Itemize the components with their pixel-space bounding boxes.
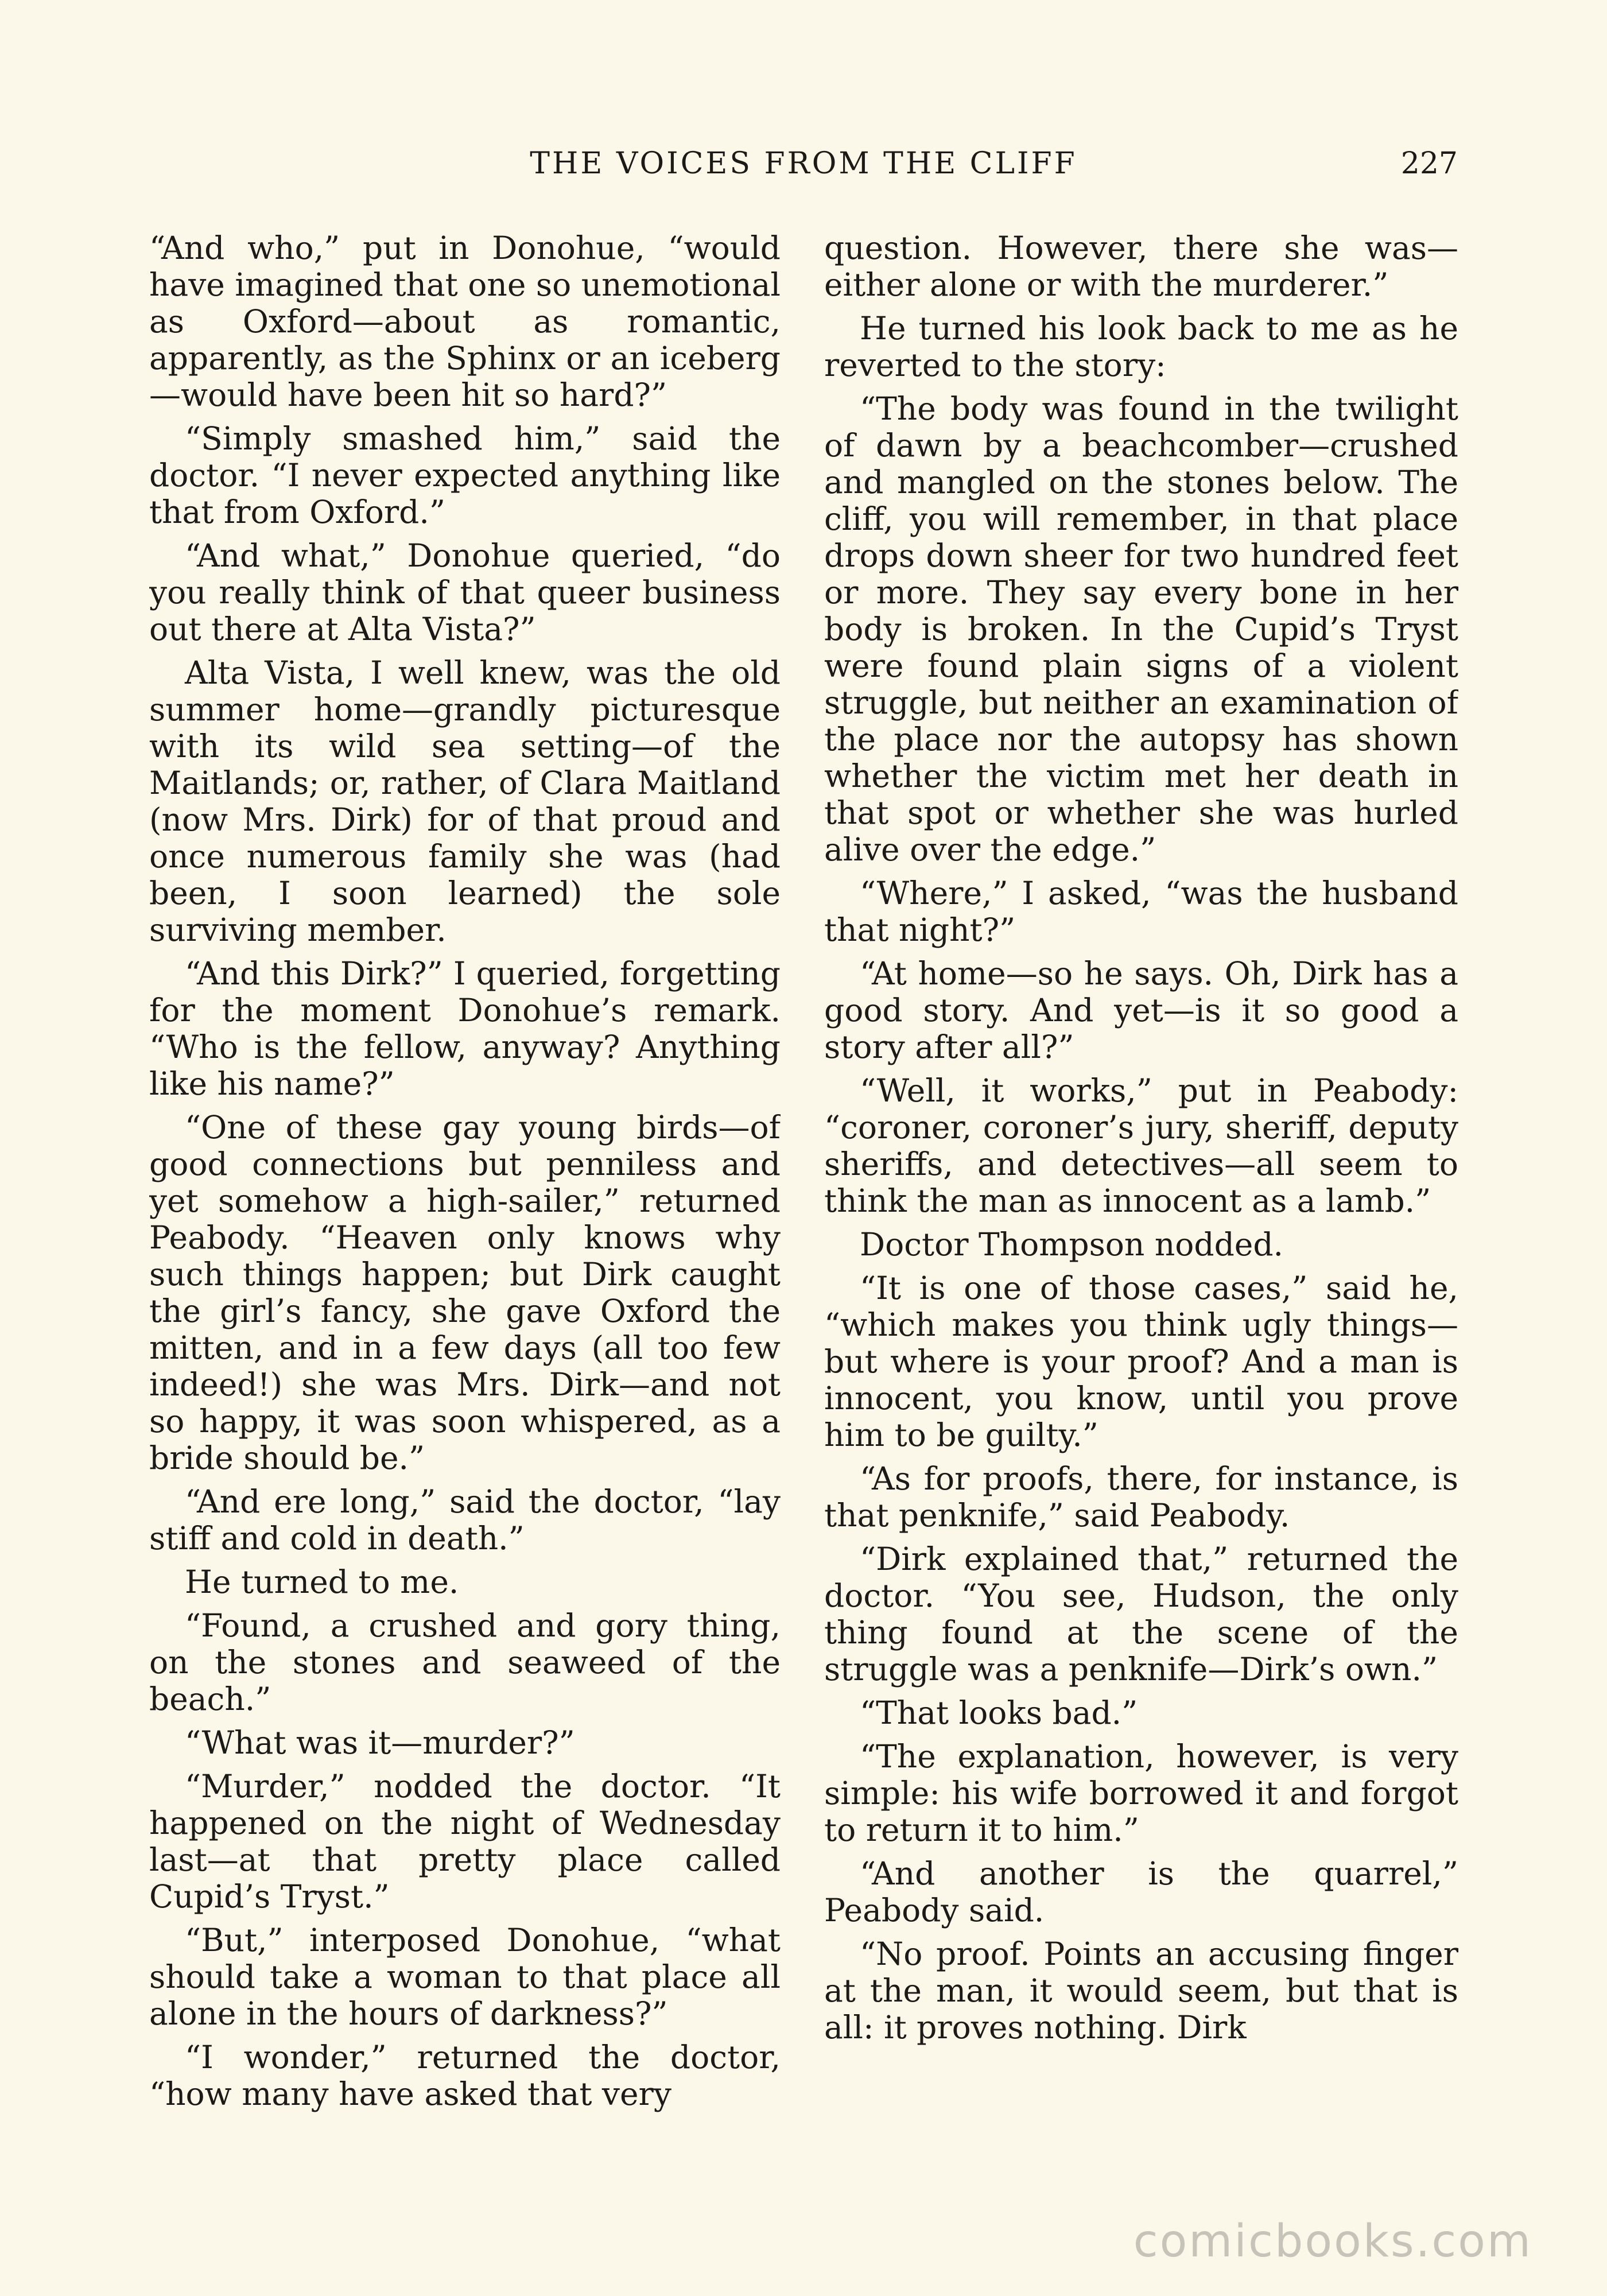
paragraph: “It is one of those cases,” said he, “which makes you think ugly things—but where is your proof? And a man is innocent, you know, until you prove him to be guilty.” — [824, 1270, 1458, 1453]
paragraph: “And who,” put in Donohue, “would have imagined that one so unemotional as Oxford—about as romantic, apparently, as the Sphinx or an iceberg—would have been hit so hard?” — [149, 230, 781, 413]
paragraph: “What was it—murder?” — [185, 1724, 575, 1761]
paragraph: “Found, a crushed and gory thing, on the stones and seaweed of the beach.” — [149, 1607, 781, 1717]
paragraph: “And this Dirk?” I queried, forgetting for the moment Donohue’s remark. “Who is the fellow, anyway? Anything like his name?” — [149, 955, 781, 1102]
paragraph: “And another is the quarrel,” Peabody said. — [824, 1855, 1458, 1929]
paragraph: “And ere long,” said the doctor, “lay stiff and cold in death.” — [149, 1483, 781, 1557]
paragraph: “Dirk explained that,” returned the doctor. “You see, Hudson, the only thing found at the scene of the struggle was a penknife—Dirk’s own.” — [824, 1541, 1458, 1688]
page-number: 227 — [1400, 146, 1458, 181]
paragraph: He turned to me. — [185, 1564, 459, 1600]
paragraph: “Where,” I asked, “was the husband that night?” — [824, 875, 1458, 948]
paragraph: “Well, it works,” put in Peabody: “coroner, coroner’s jury, sheriff, deputy sheriffs, and detectives—all seem to think the man as innocent as a lamb.” — [824, 1072, 1458, 1219]
paragraph: Doctor Thompson nodded. — [860, 1226, 1284, 1263]
running-head — [149, 144, 1458, 184]
paragraph: “And what,” Donohue queried, “do you really think of that queer business out there at Alta Vista?” — [149, 537, 781, 647]
paragraph: “At home—so he says. Oh, Dirk has a good story. And yet—is it so good a story after all?” — [824, 955, 1458, 1065]
paragraph: “Simply smashed him,” said the doctor. “I never expected anything like that from Oxford.” — [149, 420, 781, 530]
paragraph: “That looks bad.” — [860, 1694, 1138, 1731]
watermark: comicbooks.com — [1133, 2216, 1532, 2267]
paragraph: He turned his look back to me as he reverted to the story: — [824, 310, 1458, 383]
paragraph: “The explanation, however, is very simple: his wife borrowed it and forgot to return it to him.” — [824, 1738, 1458, 1848]
paragraph: “One of these gay young birds—of good connections but penniless and yet somehow a high-sailer,” returned Peabody. “Heaven only knows why such things happen; but Dirk caught the girl’s fancy, she gave Oxford the mitten, and in a few days (all too few indeed!) she was Mrs. Dirk—and not so happy, it was soon whispered, as a bride should be.” — [149, 1109, 781, 1476]
paragraph: “But,” interposed Donohue, “what should take a woman to that place all alone in the hours of darkness?” — [149, 1922, 781, 2032]
paragraph: “As for proofs, there, for instance, is that penknife,” said Peabody. — [824, 1460, 1458, 1534]
left-column — [149, 230, 781, 2141]
paragraph: question. However, there she was—either alone or with the murderer.” — [824, 230, 1458, 303]
paragraph: “Murder,” nodded the doctor. “It happened on the night of Wednesday last—at that pretty place called Cupid’s Tryst.” — [149, 1768, 781, 1915]
paragraph: “I wonder,” returned the doctor, “how many have asked that very — [149, 2039, 781, 2112]
paragraph: “The body was found in the twilight of dawn by a beachcomber—crushed and mangled on the stones below. The cliff, you will remember, in that place drops down sheer for two hundred feet or more. They say every bone in her body is broken. In the Cupid’s Tryst were found plain signs of a violent struggle, but neither an examination of the place nor the autopsy has shown whether the victim met her death in that spot or whether she was hurled alive over the edge.” — [824, 390, 1458, 868]
paragraph: Alta Vista, I well knew, was the old summer home—grandly picturesque with its wild sea setting—of the Maitlands; or, rather, of Clara Maitland (now Mrs. Dirk) for of that proud and once numerous family she was (had been, I soon learned) the sole surviving member. — [149, 654, 781, 948]
paragraph: “No proof. Points an accusing finger at the man, it would seem, but that is all: it proves nothing. Dirk — [824, 1936, 1458, 2046]
right-column — [824, 230, 1458, 2141]
running-title: THE VOICES FROM THE CLIFF — [530, 146, 1077, 181]
